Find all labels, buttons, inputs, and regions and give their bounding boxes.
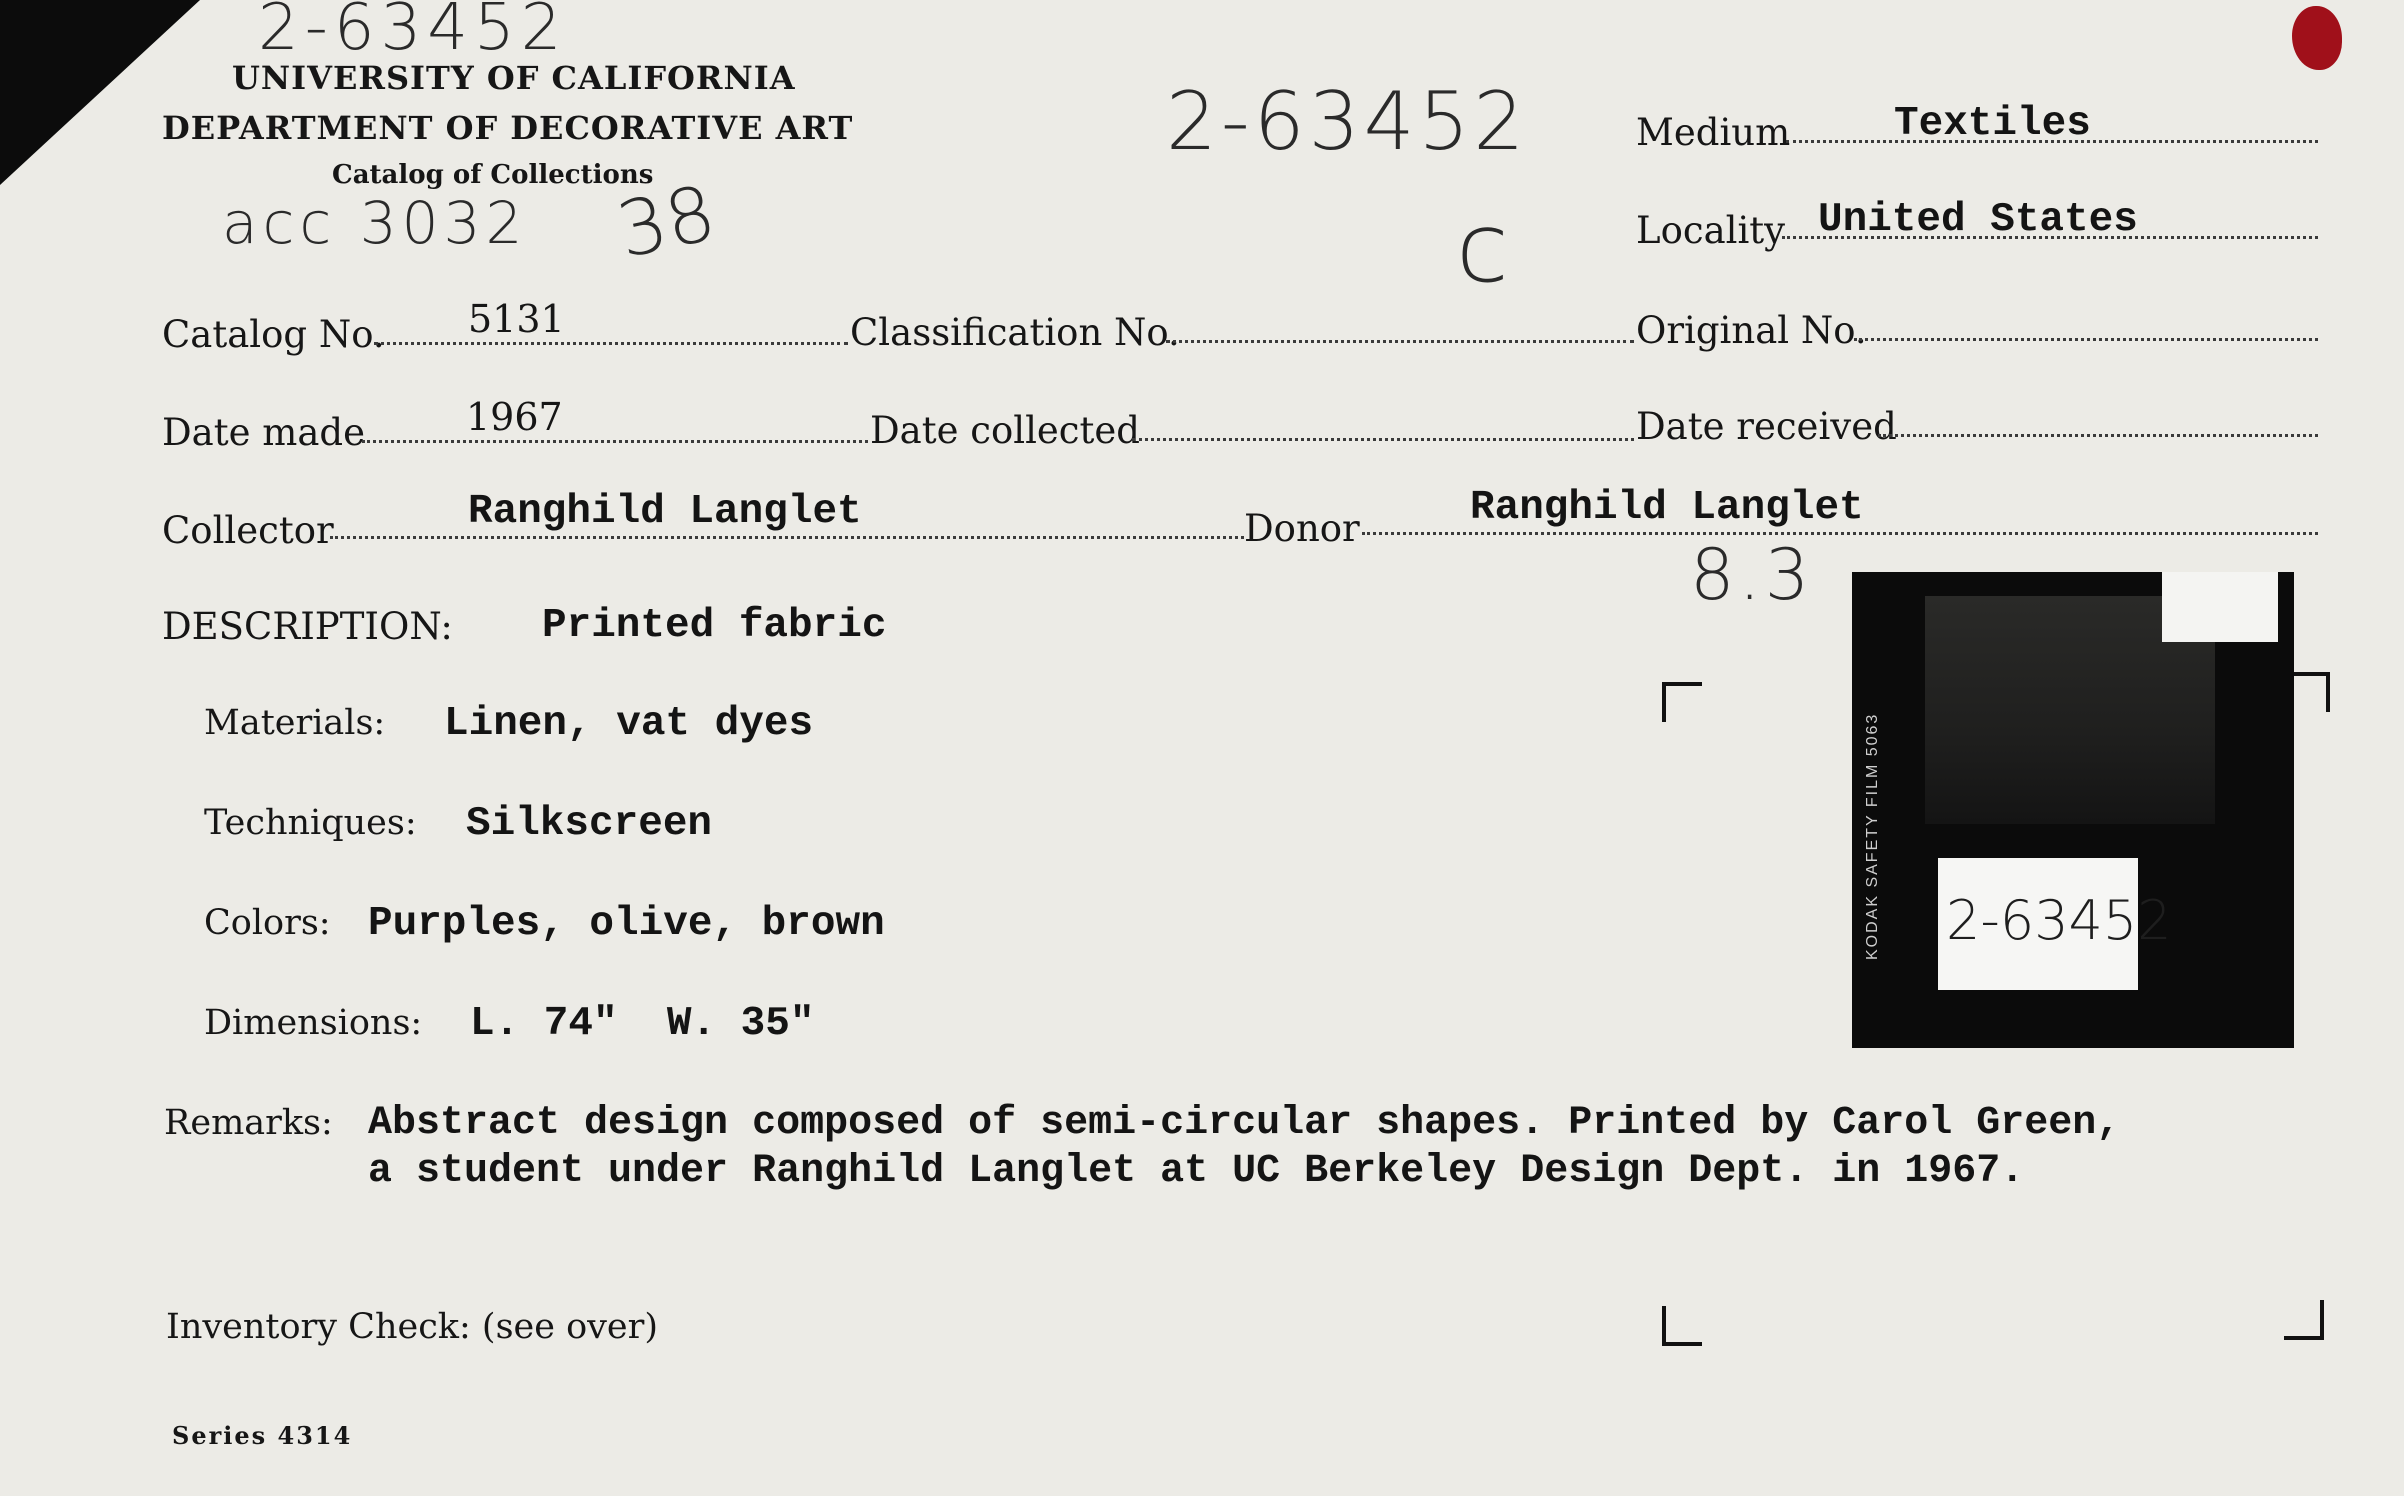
locality-label: Locality bbox=[1636, 209, 1786, 252]
handwritten-accession: acc 3032 bbox=[222, 189, 528, 257]
colors-label: Colors: bbox=[204, 903, 331, 943]
red-wax-mark bbox=[2292, 6, 2342, 70]
collector-value: Ranghild Langlet bbox=[468, 489, 862, 535]
date-made-line bbox=[362, 440, 868, 443]
photo-label bbox=[1938, 858, 2172, 990]
description-value: Printed fabric bbox=[542, 603, 887, 649]
donor-line bbox=[1362, 532, 2318, 535]
techniques-value: Silkscreen bbox=[466, 801, 713, 847]
remarks-line-1: Abstract design composed of semi-circular shapes. Printed by Carol Green, bbox=[368, 1101, 2121, 1146]
header-department: DEPARTMENT OF DECORATIVE ART bbox=[162, 109, 854, 147]
remarks-line-2: a student under Ranghild Langlet at UC Berkeley Design Dept. in 1967. bbox=[368, 1149, 2025, 1194]
handwritten-top-number: 2-63452 bbox=[258, 0, 568, 65]
materials-label: Materials: bbox=[204, 703, 386, 743]
date-collected-line bbox=[1132, 438, 1634, 441]
handwritten-photo-number: 8.3 bbox=[1690, 534, 1814, 616]
crop-mark-bottom-left bbox=[1662, 1306, 1702, 1346]
header-catalog-title: Catalog of Collections bbox=[332, 160, 654, 190]
handwritten-side-mark: 38 bbox=[609, 167, 723, 276]
colors-value: Purples, olive, brown bbox=[368, 901, 885, 947]
collector-label: Collector bbox=[162, 509, 334, 552]
date-received-label: Date received bbox=[1636, 405, 1897, 448]
crop-mark-top-left bbox=[1662, 682, 1702, 722]
original-no-label: Original No. bbox=[1636, 309, 1867, 352]
original-no-line bbox=[1854, 338, 2318, 341]
techniques-label: Techniques: bbox=[204, 803, 417, 843]
catalog-no-line bbox=[374, 342, 848, 345]
header-university: UNIVERSITY OF CALIFORNIA bbox=[232, 59, 796, 97]
medium-value: Textiles bbox=[1894, 101, 2091, 147]
description-label: DESCRIPTION: bbox=[162, 605, 453, 648]
classification-line bbox=[1166, 340, 1634, 343]
catalog-no-value: 5131 bbox=[468, 297, 565, 341]
donor-value: Ranghild Langlet bbox=[1470, 485, 1864, 531]
dimensions-label: Dimensions: bbox=[204, 1003, 423, 1043]
date-made-label: Date made bbox=[162, 411, 365, 454]
medium-label: Medium bbox=[1636, 111, 1791, 154]
crop-mark-top-right bbox=[2290, 672, 2330, 712]
series-number: Series 4314 bbox=[172, 1421, 353, 1450]
date-received-line bbox=[1878, 434, 2318, 437]
donor-label: Donor bbox=[1244, 507, 1360, 550]
crop-mark-bottom-right bbox=[2284, 1300, 2324, 1340]
collector-line bbox=[330, 536, 1244, 539]
handwritten-center-number: 2-63452 bbox=[1166, 75, 1529, 168]
date-collected-label: Date collected bbox=[870, 409, 1140, 452]
photo-tab bbox=[2162, 572, 2278, 642]
materials-value: Linen, vat dyes bbox=[444, 701, 814, 747]
film-edge-text: KODAK SAFETY FILM 5063 bbox=[1864, 712, 1881, 960]
handwritten-center-letter: c bbox=[1456, 192, 1509, 304]
locality-value: United States bbox=[1818, 197, 2138, 243]
inventory-check: Inventory Check: (see over) bbox=[166, 1307, 659, 1347]
remarks-label: Remarks: bbox=[164, 1103, 333, 1143]
date-made-value: 1967 bbox=[466, 395, 563, 439]
dimensions-value: L. 74" W. 35" bbox=[470, 1001, 815, 1047]
catalog-no-label: Catalog No. bbox=[162, 313, 385, 356]
photo-label-number: 2-63452 bbox=[1946, 889, 2172, 952]
classification-label: Classification No. bbox=[850, 311, 1180, 354]
